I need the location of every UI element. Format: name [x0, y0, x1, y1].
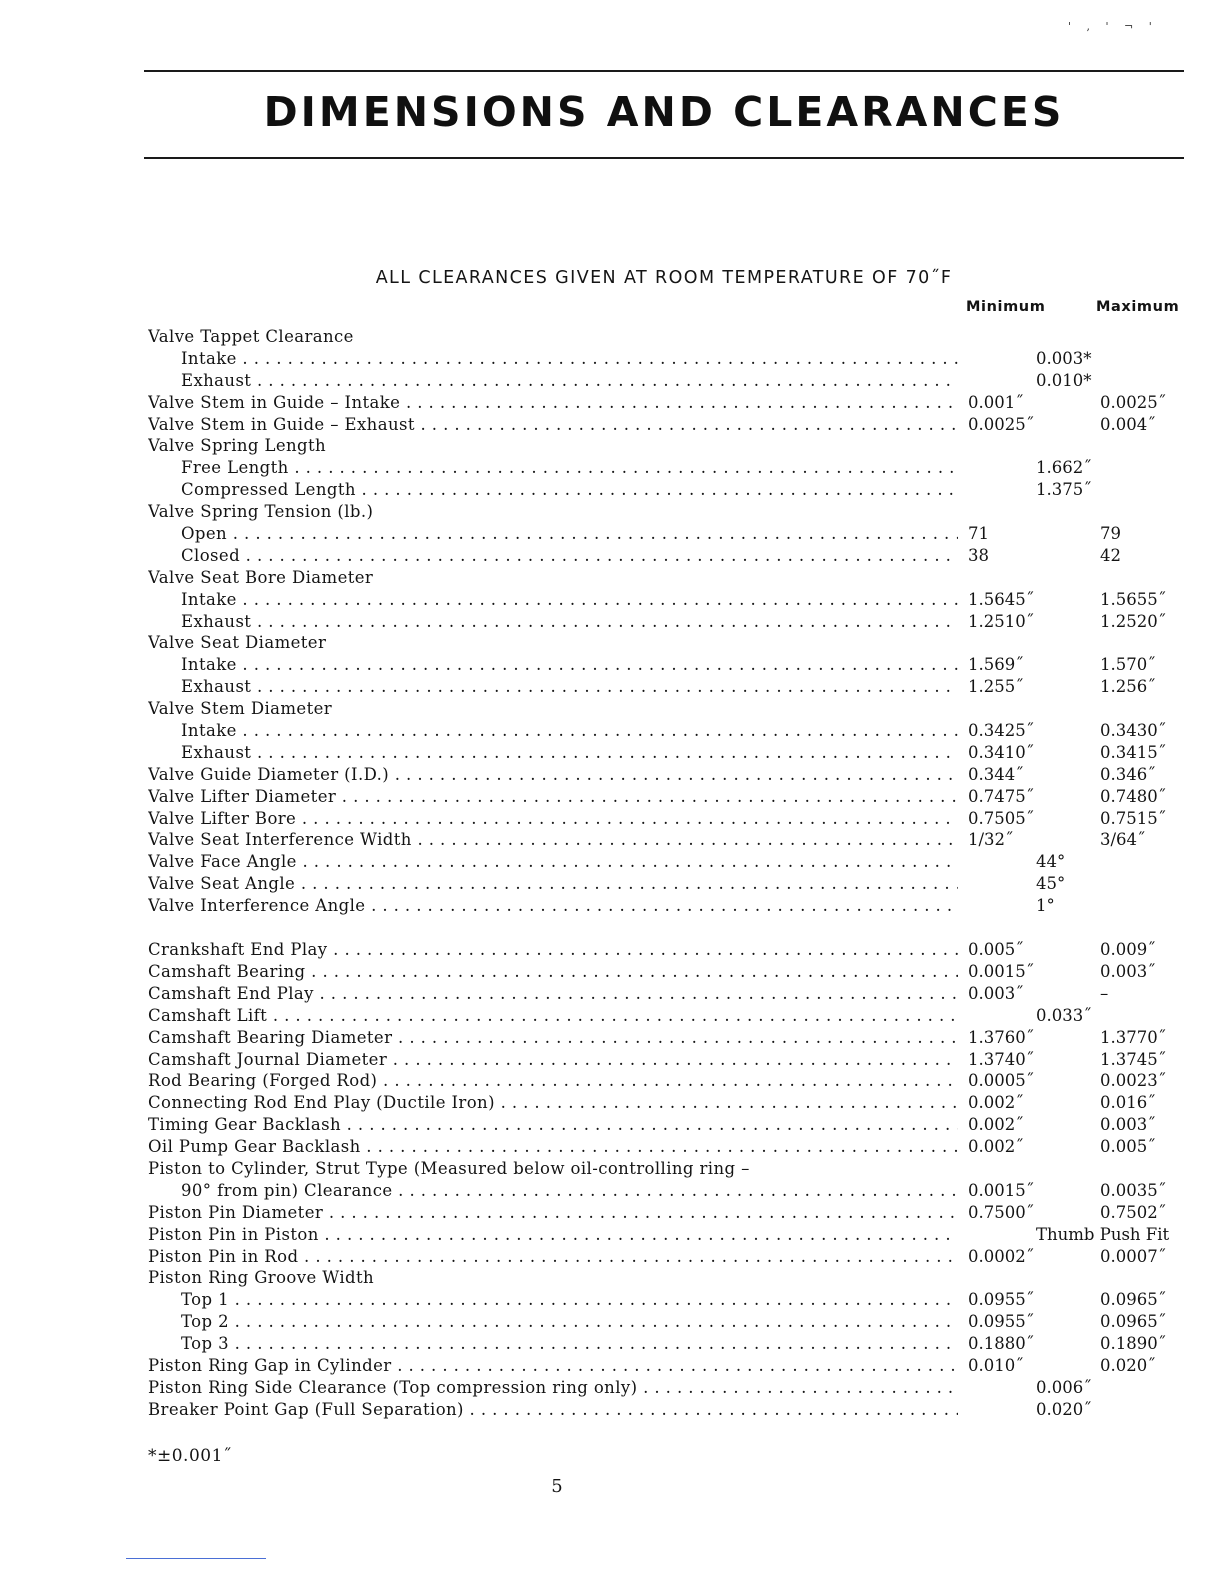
row-label: Piston Pin in Piston . . . — [148, 1224, 958, 1246]
table-row — [148, 654, 1184, 676]
row-label: Valve Spring Length — [148, 436, 327, 456]
row-label: Valve Lifter Bore . . . — [148, 808, 958, 830]
row-max-value: 0.0965˝ — [1100, 1312, 1166, 1332]
row-min-value: 0.7500˝ — [968, 1202, 1034, 1222]
table-row — [148, 326, 1184, 348]
row-min-value: 1/32˝ — [968, 830, 1014, 850]
row-label: Valve Seat Bore Diameter — [148, 567, 374, 587]
table-row — [148, 1399, 1184, 1421]
row-label: Intake . . . — [181, 589, 958, 611]
row-min-value: 0.001˝ — [968, 392, 1024, 412]
row-label: Top 3 . . . — [181, 1333, 958, 1355]
row-label: Oil Pump Gear Backlash . . . — [148, 1136, 958, 1158]
table-row — [148, 479, 1184, 501]
row-label: Camshaft Lift . . . — [148, 1005, 958, 1027]
row-value: 0.020˝ — [1036, 1399, 1092, 1419]
row-max-value: 0.7515˝ — [1100, 808, 1166, 828]
row-label: Exhaust . . . — [181, 742, 958, 764]
footnote: *±0.001˝ — [148, 1446, 232, 1466]
row-min-value: 1.2510˝ — [968, 611, 1034, 631]
row-value: 44° — [1036, 852, 1066, 872]
table-row — [148, 348, 1184, 370]
table-row — [148, 1070, 1184, 1092]
row-min-value: 1.3760˝ — [968, 1027, 1034, 1047]
row-min-value: 1.3740˝ — [968, 1049, 1034, 1069]
row-max-value: 0.3430˝ — [1100, 721, 1166, 741]
row-label: Piston Pin Diameter . . . — [148, 1202, 958, 1224]
row-min-value: 71 — [968, 524, 989, 544]
table-row — [148, 632, 1184, 654]
row-max-value: 1.3770˝ — [1100, 1027, 1166, 1047]
table-row — [148, 414, 1184, 436]
row-max-value: 0.005˝ — [1100, 1137, 1156, 1157]
row-label: Connecting Rod End Play (Ductile Iron) . . . — [148, 1092, 958, 1114]
row-label: Piston Ring Gap in Cylinder . . . — [148, 1355, 958, 1377]
row-min-value: 0.003˝ — [968, 983, 1024, 1003]
row-min-value: 0.002˝ — [968, 1115, 1024, 1135]
table-row — [148, 1158, 1184, 1180]
row-label: Valve Seat Interference Width . . . — [148, 829, 958, 851]
table-row — [148, 1224, 1184, 1246]
row-label: Crankshaft End Play . . . — [148, 939, 958, 961]
row-label: Valve Lifter Diameter . . . — [148, 786, 958, 808]
row-min-value: 0.0955˝ — [968, 1290, 1034, 1310]
row-max-value: 0.004˝ — [1100, 414, 1156, 434]
table-row — [148, 435, 1184, 457]
table-row — [148, 939, 1184, 961]
row-max-value: 0.020˝ — [1100, 1355, 1156, 1375]
row-label: Camshaft Bearing Diameter . . . — [148, 1027, 958, 1049]
table-row — [148, 698, 1184, 720]
table-row — [148, 808, 1184, 830]
temperature-note: ALL CLEARANCES GIVEN AT ROOM TEMPERATURE OF 70˝F — [375, 268, 953, 288]
table-row — [148, 1267, 1184, 1289]
row-max-value: 0.7480˝ — [1100, 786, 1166, 806]
table-row — [148, 786, 1184, 808]
row-label: Valve Stem Diameter — [148, 699, 333, 719]
row-label: Free Length . . . — [181, 457, 958, 479]
table-row — [148, 1355, 1184, 1377]
row-value: 0.003* — [1036, 348, 1092, 368]
row-max-value: 1.256˝ — [1100, 677, 1156, 697]
row-value: 1.662˝ — [1036, 458, 1092, 478]
row-value: 1° — [1036, 896, 1055, 916]
table-row — [148, 764, 1184, 786]
table-row — [148, 676, 1184, 698]
row-max-value: 0.0025˝ — [1100, 392, 1166, 412]
table-row — [148, 961, 1184, 983]
row-value: 0.010* — [1036, 370, 1092, 390]
row-label: Top 1 . . . — [181, 1289, 958, 1311]
row-max-value: 1.5655˝ — [1100, 589, 1166, 609]
row-label: Camshaft Journal Diameter . . . — [148, 1049, 958, 1071]
row-value: 0.006˝ — [1036, 1377, 1092, 1397]
row-min-value: 0.344˝ — [968, 764, 1024, 784]
row-label: Rod Bearing (Forged Rod) . . . — [148, 1070, 958, 1092]
row-label: Timing Gear Backlash . . . — [148, 1114, 958, 1136]
table-row — [148, 545, 1184, 567]
row-label: Piston Pin in Rod . . . — [148, 1246, 958, 1268]
row-label: Exhaust . . . — [181, 611, 958, 633]
row-label: Valve Spring Tension (lb.) — [148, 502, 374, 522]
table-row — [148, 1005, 1184, 1027]
row-max-value: 1.2520˝ — [1100, 611, 1166, 631]
row-min-value: 0.7475˝ — [968, 786, 1034, 806]
row-max-value: 0.0035˝ — [1100, 1180, 1166, 1200]
table-row — [148, 611, 1184, 633]
row-min-value: 0.002˝ — [968, 1093, 1024, 1113]
row-max-value: 1.3745˝ — [1100, 1049, 1166, 1069]
table-row — [148, 851, 1184, 873]
row-label: Valve Stem in Guide – Intake . . . — [148, 392, 958, 414]
row-max-value: 0.3415˝ — [1100, 742, 1166, 762]
row-max-value: 0.009˝ — [1100, 940, 1156, 960]
row-max-value: 42 — [1100, 545, 1121, 565]
link-underline — [126, 1558, 266, 1559]
row-label: Exhaust . . . — [181, 370, 958, 392]
row-max-value: 0.003˝ — [1100, 961, 1156, 981]
row-label: Valve Interference Angle . . . — [148, 895, 958, 917]
row-label: Piston Ring Side Clearance (Top compression ring only) . . . — [148, 1377, 958, 1399]
row-min-value: 1.5645˝ — [968, 589, 1034, 609]
row-max-value: 0.0023˝ — [1100, 1071, 1166, 1091]
row-label: Valve Stem in Guide – Exhaust . . . — [148, 414, 958, 436]
row-min-value: 0.010˝ — [968, 1355, 1024, 1375]
page-number: 5 — [551, 1476, 563, 1497]
row-label: Valve Face Angle . . . — [148, 851, 958, 873]
row-min-value: 0.0025˝ — [968, 414, 1034, 434]
table-row — [148, 1136, 1184, 1158]
table-row — [148, 392, 1184, 414]
row-label: Valve Tappet Clearance — [148, 327, 354, 346]
row-label: Camshaft End Play . . . — [148, 983, 958, 1005]
table-row — [148, 983, 1184, 1005]
row-max-value: 1.570˝ — [1100, 655, 1156, 675]
title-bottom-rule — [144, 157, 1184, 159]
row-value: 0.033˝ — [1036, 1005, 1092, 1025]
top-rule — [144, 70, 1184, 72]
corner-marks: ' , ' ¬ ' — [1068, 20, 1158, 33]
row-min-value: 0.3410˝ — [968, 742, 1034, 762]
section-spacer — [148, 917, 1184, 939]
row-max-value: 0.0007˝ — [1100, 1246, 1166, 1266]
minimum-column-header: Minimum — [966, 299, 1046, 315]
row-max-value: 0.1890˝ — [1100, 1334, 1166, 1354]
row-label: Piston to Cylinder, Strut Type (Measured below oil-controlling ring – — [148, 1158, 750, 1178]
row-label: Intake . . . — [181, 654, 958, 676]
row-value: Thumb Push Fit — [1036, 1224, 1170, 1244]
row-value: 1.375˝ — [1036, 480, 1092, 500]
row-min-value: 0.0002˝ — [968, 1246, 1034, 1266]
table-row — [148, 1114, 1184, 1136]
table-row — [148, 523, 1184, 545]
table-row — [148, 720, 1184, 742]
row-max-value: 79 — [1100, 524, 1121, 544]
row-label: Piston Ring Groove Width — [148, 1268, 375, 1288]
row-min-value: 0.005˝ — [968, 940, 1024, 960]
row-max-value: – — [1100, 983, 1109, 1003]
table-row — [148, 1289, 1184, 1311]
row-min-value: 0.3425˝ — [968, 721, 1034, 741]
row-label: Valve Guide Diameter (I.D.) . . . — [148, 764, 958, 786]
table-row — [148, 1202, 1184, 1224]
row-value: 45° — [1036, 874, 1066, 894]
row-min-value: 0.1880˝ — [968, 1334, 1034, 1354]
row-label: Intake . . . — [181, 720, 958, 742]
table-row — [148, 1246, 1184, 1268]
table-row — [148, 567, 1184, 589]
row-max-value: 0.016˝ — [1100, 1093, 1156, 1113]
row-max-value: 0.7502˝ — [1100, 1202, 1166, 1222]
row-label: Intake . . . — [181, 348, 958, 370]
table-row — [148, 457, 1184, 479]
table-row — [148, 370, 1184, 392]
table-row — [148, 742, 1184, 764]
row-min-value: 0.002˝ — [968, 1137, 1024, 1157]
page-title: DIMENSIONS AND CLEARANCES — [263, 88, 1065, 136]
row-min-value: 0.7505˝ — [968, 808, 1034, 828]
row-min-value: 0.0955˝ — [968, 1312, 1034, 1332]
table-row — [148, 873, 1184, 895]
table-row — [148, 1333, 1184, 1355]
maximum-column-header: Maximum — [1096, 299, 1180, 315]
table-row — [148, 1092, 1184, 1114]
row-label: Valve Seat Diameter — [148, 633, 327, 653]
row-label: 90° from pin) Clearance . . . — [181, 1180, 958, 1202]
row-max-value: 0.0965˝ — [1100, 1290, 1166, 1310]
row-label: Closed . . . — [181, 545, 958, 567]
row-label: Camshaft Bearing . . . — [148, 961, 958, 983]
table-row — [148, 1027, 1184, 1049]
row-label: Valve Seat Angle . . . — [148, 873, 958, 895]
clearance-table — [148, 326, 1184, 1421]
table-row — [148, 829, 1184, 851]
row-max-value: 3/64˝ — [1100, 830, 1146, 850]
table-row — [148, 1377, 1184, 1399]
table-row — [148, 501, 1184, 523]
row-min-value: 0.0015˝ — [968, 1180, 1034, 1200]
row-label: Top 2 . . . — [181, 1311, 958, 1333]
row-min-value: 0.0015˝ — [968, 961, 1034, 981]
table-row — [148, 1311, 1184, 1333]
table-row — [148, 1180, 1184, 1202]
table-row — [148, 895, 1184, 917]
row-label: Compressed Length . . . — [181, 479, 958, 501]
row-label: Exhaust . . . — [181, 676, 958, 698]
row-max-value: 0.003˝ — [1100, 1115, 1156, 1135]
row-label: Open . . . — [181, 523, 958, 545]
row-min-value: 1.255˝ — [968, 677, 1024, 697]
row-min-value: 38 — [968, 545, 989, 565]
row-label: Breaker Point Gap (Full Separation) . . . — [148, 1399, 958, 1421]
row-min-value: 0.0005˝ — [968, 1071, 1034, 1091]
row-min-value: 1.569˝ — [968, 655, 1024, 675]
row-max-value: 0.346˝ — [1100, 764, 1156, 784]
table-row — [148, 589, 1184, 611]
table-row — [148, 1049, 1184, 1071]
